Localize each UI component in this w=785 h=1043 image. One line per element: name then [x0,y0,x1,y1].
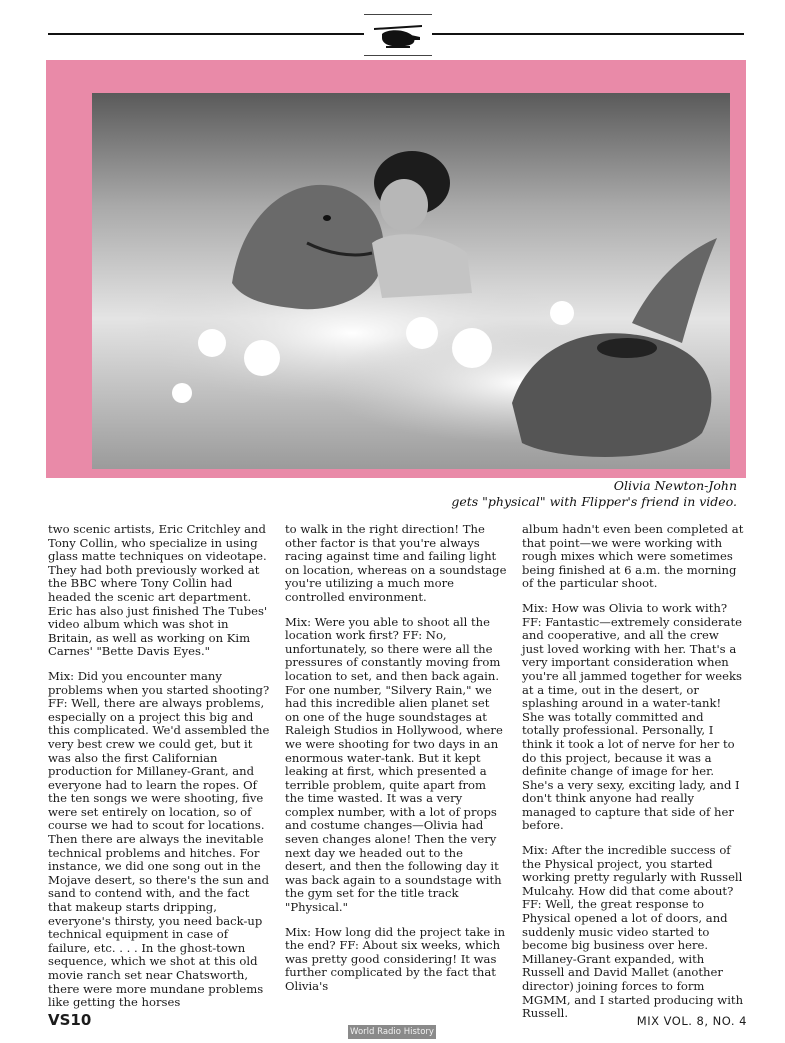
article-column-2 [285,523,507,1005]
caption-line-2: gets "physical" with Flipper's friend in video. [451,494,737,509]
header-rule-right [432,33,744,35]
article-column-1 [48,523,270,1021]
dolphin-swimmer-photo [92,93,730,469]
photo-illustration [92,93,730,469]
paragraph: album hadn't even been completed at that point—we were working with rough mixes which were sometimes being finished at 6 a.m. the morning of the particular shoot. [522,522,744,591]
header-rule-left [48,33,364,35]
paragraph: Mix: How long did the project take in the end? FF: About six weeks, which was pretty good considering! It was further complicated by the fact that Olivia's [285,924,506,993]
header-emblem [364,14,432,56]
paragraph: Mix: After the incredible success of the Physical project, you started working pretty regularly with Russell Mulcahy. How did that come about? FF: Well, the great response to Physical opened a lot of doors, and suddenly music video started to become big business over here. Millaney-Grant expanded, with Russell and David Mallet (another director) joining forces to form MGMM, and I started producing with Russell. [522,843,744,1021]
article-column-3 [522,523,744,1032]
paragraph: Mix: How was Olivia to work with? FF: Fantastic—extremely considerate and cooperative, and all the crew just loved working with her. That's a very important consideration when you're all jammed together for weeks at a time, out in the desert, or splashing around in a water-tank! She was totally committed and totally professional. Personally, I think it took a lot of nerve for her to do this project, because it was a definite change of image for her. She's a very sexy, exciting lady, and I don't think anyone had really managed to capture that side of her before. [522,600,743,833]
photo-caption [317,478,737,510]
paragraph: to walk in the right direction! The other factor is that you're always racing against time and failing light on location, whereas on a soundstage you're utilizing a much more controlled environment. [285,522,507,604]
caption-line-1: Olivia Newton-John [613,478,737,493]
paragraph: Mix: Were you able to shoot all the location work first? FF: No, unfortunately, so there were all the pressures of constantly moving from location to set, and then back again. For one number, "Silvery Rain," we had this incredible alien planet set on one of the huge soundstages at Raleigh Studios in Hollywood, where we were shooting for two days in an enormous water-tank. But it kept leaking at first, which presented a terrible problem, quite apart from the time wasted. It was a very complex number, with a lot of props and costume changes—Olivia had seven changes alone! Then the very next day we headed out to the desert, and then the following day it was back again to a soundstage with the gym set for the title track "Physical." [285,614,503,915]
helicopter-icon [372,20,424,50]
page-number: VS10 [48,1011,92,1029]
paragraph: Mix: Did you encounter many problems when you started shooting? FF: Well, there are always problems, especially on a project this big and this complicated. We'd assembled the very best crew we could get, but it was also the first Californian production for Millaney-Grant, and everyone had to learn the ropes. Of the ten songs we were shooting, five were set entirely on location, so of course we had to scout for locations. Then there are always the inevitable technical problems and hitches. For instance, we did one song out in the Mojave desert, so there's the sun and sand to contend with, and the fact that makeup starts dripping, everyone's thirsty, you need back-up technical equipment in case of failure, etc. . . . In the ghost-town sequence, which we shot at this old movie ranch set near Chatsworth, there were more mundane problems like getting the horses [48,668,270,1010]
archive-watermark: World Radio History [348,1025,436,1039]
paragraph: two scenic artists, Eric Critchley and Tony Collin, who specialize in using glass matte techniques on videotape. They had both previously worked at the BBC where Tony Collin had headed the scenic art department. Eric has also just finished The Tubes' video album which was shot in Britain, as well as working on Kim Carnes' "Bette Davis Eyes." [48,522,268,659]
issue-label: MIX VOL. 8, NO. 4 [636,1014,747,1028]
photo-frame [46,60,746,478]
